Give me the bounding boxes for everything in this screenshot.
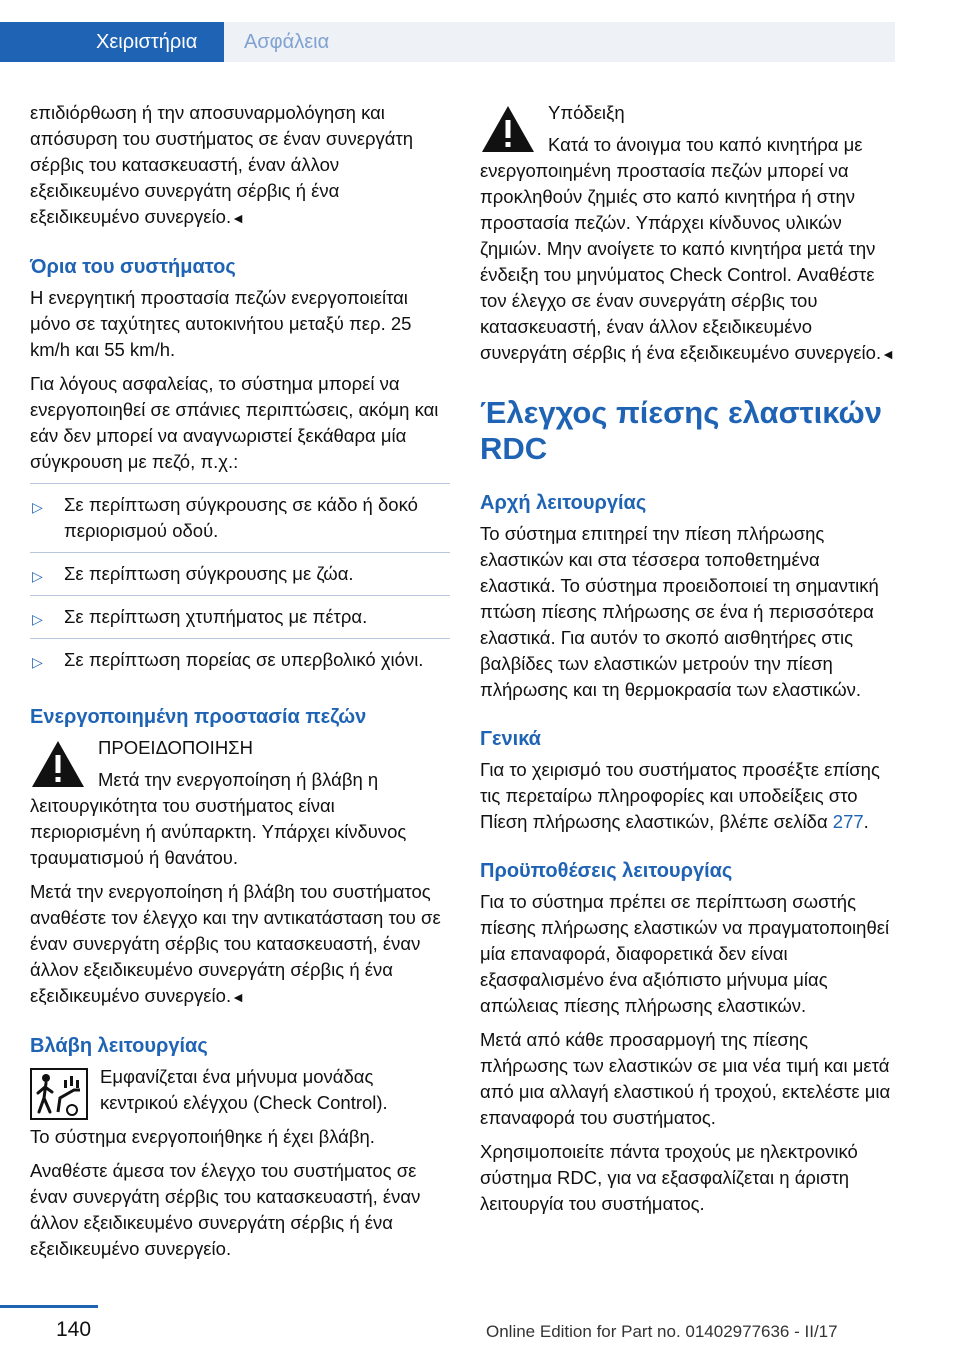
tab-safety[interactable]: Ασφάλεια — [224, 22, 895, 62]
list-item-text: Σε περίπτωση σύγκρουσης με ζώα. — [64, 563, 354, 584]
principle-heading: Αρχή λειτουργίας — [480, 492, 647, 514]
limits-paragraph-1: Η ενεργητική προστασία πεζών ενεργοποιείται μόνο σε ταχύτητες αυτοκινήτου μεταξύ περ. 25 km/h και 55 km/h. — [30, 287, 412, 360]
bullet-arrow-icon: ▷ — [32, 499, 43, 515]
prerequisites-paragraph-3: Χρησιμοποιείτε πάντα τροχούς με ηλεκτρονικό σύστημα RDC, για να εξασφαλίζεται η άριστη λειτουργία του συστήματος. — [480, 1141, 858, 1214]
prerequisites-heading: Προϋποθέσεις λειτουργίας — [480, 860, 733, 882]
page-header — [0, 22, 895, 62]
intro-paragraph — [30, 100, 450, 231]
warning-block — [30, 735, 450, 871]
limits-heading: Όρια του συστήματος — [30, 256, 236, 278]
rdc-heading: Έλεγχος πίεσης ελαστικών RDC — [480, 395, 882, 466]
page-number: 140 — [56, 1318, 92, 1341]
list-item — [30, 552, 450, 595]
list-item — [30, 595, 450, 638]
note-text — [480, 132, 900, 367]
left-column — [30, 100, 450, 1270]
fault-block — [30, 1064, 450, 1150]
warning-title: ΠΡΟΕΙΔΟΠΟΙΗΣΗ — [98, 737, 253, 758]
end-mark: ◄ — [231, 989, 245, 1005]
fault-paragraph-1: Εμφανίζεται ένα μήνυμα μονάδας κεντρικού ελέγχου (Check Control). — [100, 1066, 388, 1113]
prerequisites-paragraph-1: Για το σύστημα πρέπει σε περίπτωση σωστής πίεσης πλήρωσης ελαστικών να πραγματοποιηθεί μία επαναφορά, διαφορετικά δεν είναι εξασφαλισμένο ένα αξιόπιστο μήνυμα μίας απώλειας πίεσης πλήρωσης ελαστικών. — [480, 891, 890, 1016]
right-column — [480, 100, 900, 1225]
limits-paragraph-2: Για λόγους ασφαλείας, το σύστημα μπορεί να ενεργοποιηθεί σε σπάνιες περιπτώσεις, ακόμη και εάν δεν μπορεί να αναγνωριστεί ξεκάθαρα μία σύγκρουση με πεζό, π.χ.: — [30, 373, 439, 472]
page-link[interactable]: 277 — [832, 811, 864, 832]
warning-text-2 — [30, 879, 450, 1010]
end-mark: ◄ — [231, 210, 245, 226]
list-item — [30, 483, 450, 552]
fault-paragraph-2: Το σύστημα ενεργοποιήθηκε ή έχει βλάβη. — [30, 1126, 375, 1147]
activated-heading: Ενεργοποιημένη προστασία πεζών — [30, 706, 367, 728]
prerequisites-paragraph-2: Μετά από κάθε προσαρμογή της πίεσης πλήρωσης των ελαστικών σε μια νέα τιμή και μετά από μια αλλαγή ελαστικού ή τροχού, εκτελέστε μια επαναφορά του συστήματος. — [480, 1029, 891, 1128]
warning-triangle-icon — [480, 104, 536, 154]
warning-text-2-body: Μετά την ενεργοποίηση ή βλάβη του συστήματος αναθέστε τον έλεγχο και την αντικατάσταση του σε έναν συνεργάτη σέρβις του κατασκευαστή, έναν άλλον εξειδικευμένο συνεργάτη σέρβις ή ένα εξειδικευμένο συνεργείο. — [30, 881, 441, 1006]
general-paragraph — [480, 757, 900, 835]
warning-triangle-icon — [30, 739, 86, 789]
note-text-body: Κατά το άνοιγμα του καπό κινητήρα με ενεργοποιημένη προστασία πεζών μπορεί να προκληθούν ζημιές στο καπό κινητήρα ή στην προστασία πεζών. Υπάρχει κίνδυνος υλικών ζημιών. Μην ανοίγετε το καπό κινητήρα μετά την ένδειξη του μηνύματος Check Control. Αναθέστε τον έλεγχο σε έναν συνεργάτη σέρβις του κατασκευαστή, έναν άλλον εξειδικευμένο συνεργάτη σέρβις ή ένα εξειδικευμένο συνεργείο. — [480, 134, 882, 363]
footer-divider — [0, 1305, 98, 1308]
list-item-text: Σε περίπτωση σύγκρουσης σε κάδο ή δοκό περιορισμού οδού. — [64, 494, 418, 541]
bullet-arrow-icon: ▷ — [32, 611, 43, 627]
principle-paragraph: Το σύστημα επιτηρεί την πίεση πλήρωσης ελαστικών και στα τέσσερα τοποθετημένα ελαστικά. Το σύστημα προειδοποιεί τη σημαντική πτώση πίεσης πλήρωσης σε ένα ή περισσότερα ελαστικά. Για αυτόν το σκοπό αισθητήρες στις βαλβίδες των ελαστικών μετρούν την πίεση πλήρωσης και τη θερμοκρασία των ελαστικών. — [480, 523, 879, 700]
list-item-text: Σε περίπτωση χτυπήματος με πέτρα. — [64, 606, 368, 627]
fault-heading: Βλάβη λειτουργίας — [30, 1035, 208, 1057]
bullet-list — [30, 483, 450, 681]
pedestrian-protection-icon — [30, 1068, 88, 1120]
note-title: Υπόδειξη — [548, 102, 625, 123]
edition-footer: Online Edition for Part no. 01402977636 - II/17 — [486, 1322, 838, 1341]
note-block — [480, 100, 900, 367]
tab-controls[interactable]: Χειριστήρια — [0, 22, 224, 62]
general-end: . — [863, 811, 869, 832]
general-text: Για το χειρισμό του συστήματος προσέξτε επίσης τις περεταίρω πληροφορίες και υποδείξεις στο Πίεση πλήρωσης ελαστικών, βλέπε σελίδα — [480, 759, 880, 832]
bullet-arrow-icon: ▷ — [32, 654, 43, 670]
list-item — [30, 638, 450, 681]
intro-text: επιδιόρθωση ή την αποσυναρμολόγηση και απόσυρση του συστήματος σε έναν συνεργάτη σέρβις του κατασκευαστή, έναν άλλον εξειδικευμένο συνεργάτη σέρβις ή ένα εξειδικευμένο συνεργείο. — [30, 102, 414, 227]
general-heading: Γενικά — [480, 728, 541, 750]
fault-paragraph-3: Αναθέστε άμεσα τον έλεγχο του συστήματος σε έναν συνεργάτη σέρβις του κατασκευαστή, έναν άλλον εξειδικευμένο συνεργάτη σέρβις ή ένα εξειδικευμένο συνεργείο. — [30, 1160, 421, 1259]
warning-text: Μετά την ενεργοποίηση ή βλάβη η λειτουργικότητα του συστήματος είναι περιορισμένη ή ανύπαρκτη. Υπάρχει κίνδυνος τραυματισμού ή θανάτου. — [30, 769, 407, 868]
list-item-text: Σε περίπτωση πορείας σε υπερβολικό χιόνι. — [64, 649, 424, 670]
end-mark: ◄ — [881, 346, 895, 362]
bullet-arrow-icon: ▷ — [32, 568, 43, 584]
